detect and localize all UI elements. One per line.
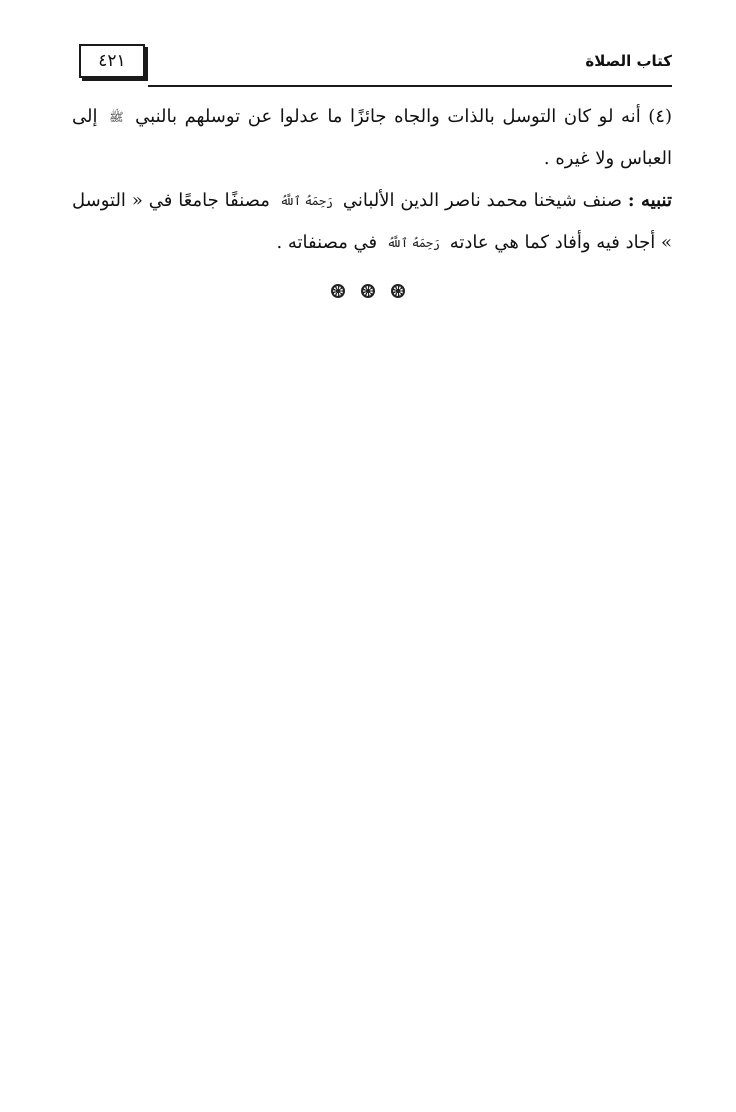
honorific-rahimahullah-1: رَحِمَهُ ٱللَّهُ xyxy=(279,194,333,208)
rosette-icon xyxy=(361,284,375,298)
rosette-icon xyxy=(331,284,345,298)
paragraph-1-text: (٤) أنه لو كان التوسل بالذات والجاه جائزًا ما عدلوا عن توسلهم بالنبي xyxy=(135,106,672,127)
paragraph-2-text-b: مصنفًا جامعًا في « التوسل » أجاد فيه وأفاد كما هي عادته xyxy=(72,190,672,253)
section-end-ornaments xyxy=(0,284,736,298)
paragraph-2 xyxy=(72,180,672,264)
honorific-salutation: ﷺ xyxy=(109,110,124,124)
honorific-rahimahullah-2: رَحِمَهُ ٱللَّهُ xyxy=(386,236,440,250)
body-text xyxy=(72,96,672,264)
page-number: ٤٢١ xyxy=(98,51,126,71)
paragraph-2-text-a: صنف شيخنا محمد ناصر الدين الألباني xyxy=(342,190,622,211)
note-label: تنبيه : xyxy=(627,190,672,211)
paragraph-1 xyxy=(72,96,672,180)
header-rule xyxy=(148,85,672,87)
page-number-box xyxy=(79,44,145,78)
rosette-icon xyxy=(391,284,405,298)
paragraph-2-text-c: في مصنفاته . xyxy=(276,232,378,253)
running-title: كتاب الصلاة xyxy=(585,52,672,70)
paragraph-1-text-end: إلى العباس ولا غيره . xyxy=(72,106,672,169)
